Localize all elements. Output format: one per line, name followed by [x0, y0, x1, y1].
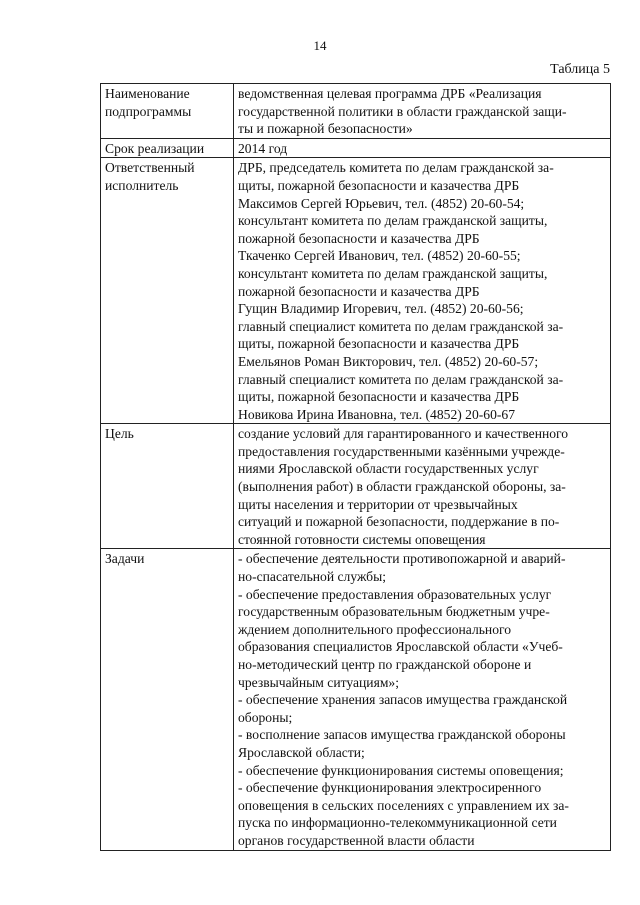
- row-value-line: ждением дополнительного профессионального: [238, 621, 512, 637]
- row-label-cell: [101, 138, 234, 158]
- row-value-line: Ярославской области;: [238, 744, 365, 760]
- page-number: 14: [313, 38, 327, 53]
- row-value-line: но-спасательной службы;: [238, 569, 386, 585]
- row-value-line: органов государственной власти области: [238, 832, 475, 848]
- row-label-cell: [101, 424, 234, 549]
- row-label-cell: [101, 549, 234, 850]
- row-value-line: - обеспечение функционирования системы оповещения;: [238, 762, 564, 778]
- row-value-line: консультант комитета по делам гражданской защиты,: [238, 265, 548, 281]
- row-value-line: оповещения в сельских поселениях с управлением их за-: [238, 797, 569, 813]
- row-label-line: исполнитель: [105, 177, 179, 193]
- row-value-line: - обеспечение хранения запасов имущества гражданской: [238, 692, 568, 708]
- table-caption: Таблица 5: [550, 62, 610, 77]
- row-value-cell: [234, 158, 611, 424]
- row-label-line: Цель: [105, 426, 134, 442]
- row-value-line: чрезвычайным ситуациям»;: [238, 674, 400, 690]
- table-row: [101, 424, 611, 549]
- row-value-line: - восполнение запасов имущества гражданской обороны: [238, 727, 566, 743]
- row-label-line: Задачи: [105, 551, 145, 567]
- row-value-line: пожарной безопасности и казачества ДРБ: [238, 230, 480, 246]
- row-value-line: щиты, пожарной безопасности и казачества ДРБ: [238, 389, 520, 405]
- row-value-line: ситуаций и пожарной безопасности, поддержание в по-: [238, 514, 560, 530]
- row-value-line: но-методический центр по гражданской обороне и: [238, 657, 532, 672]
- row-value-line: Ткаченко Сергей Иванович, тел. (4852) 20-60-55;: [238, 248, 521, 264]
- row-label-line: Наименование: [105, 86, 190, 101]
- row-value-line: ты и пожарной безопасности»: [238, 121, 413, 137]
- row-value-cell: [234, 549, 611, 850]
- row-value-line: 2014 год: [238, 140, 288, 156]
- row-label-cell: [101, 158, 234, 424]
- row-value-line: консультант комитета по делам гражданской защиты,: [238, 213, 548, 229]
- row-value-line: (выполнения работ) в области гражданской обороны, за-: [238, 479, 566, 495]
- row-label-cell: [101, 84, 234, 139]
- row-value-line: пуска по информационно-телекоммуникационной сети: [238, 815, 557, 831]
- row-value-line: ниями Ярославской области государственных услуг: [238, 461, 539, 477]
- table-row: [101, 549, 611, 850]
- row-value-cell: [234, 84, 611, 139]
- row-label-line: подпрограммы: [105, 103, 192, 119]
- row-value-line: государственной политики в области гражданской защи-: [238, 103, 567, 119]
- row-value-line: - обеспечение предоставления образовательных услуг: [238, 586, 552, 602]
- row-value-line: Емельянов Роман Викторович, тел. (4852) 20-60-57;: [238, 353, 539, 369]
- table-row: [101, 84, 611, 139]
- row-value-line: - обеспечение функционирования электросиренного: [238, 780, 542, 796]
- row-value-line: стоянной готовности системы оповещения: [238, 531, 486, 547]
- row-value-line: щиты населения и территории от чрезвычайных: [238, 496, 518, 512]
- row-value-line: образования специалистов Ярославской области «Учеб-: [238, 639, 563, 655]
- row-value-line: ДРБ, председатель комитета по делам гражданской за-: [238, 160, 554, 176]
- row-value-line: предоставления государственными казёнными учрежде-: [238, 443, 565, 459]
- row-label-line: Ответственный: [105, 160, 195, 176]
- row-label-line: Срок реализации: [105, 140, 205, 156]
- row-value-line: Новикова Ирина Ивановна, тел. (4852) 20-60-67: [238, 406, 515, 422]
- row-value-line: - обеспечение деятельности противопожарной и аварий-: [238, 551, 566, 567]
- table-body: [101, 84, 611, 851]
- table-row: [101, 138, 611, 158]
- row-value-line: Гущин Владимир Игоревич, тел. (4852) 20-60-56;: [238, 301, 524, 317]
- row-value-line: государственным образовательным бюджетным учре-: [238, 604, 550, 620]
- table-row: [101, 158, 611, 424]
- row-value-line: щиты, пожарной безопасности и казачества ДРБ: [238, 336, 520, 352]
- row-value-cell: [234, 424, 611, 549]
- row-value-cell: [234, 138, 611, 158]
- row-value-line: обороны;: [238, 709, 293, 725]
- row-value-line: пожарной безопасности и казачества ДРБ: [238, 283, 480, 299]
- row-value-line: главный специалист комитета по делам гражданской за-: [238, 371, 564, 387]
- row-value-line: ведомственная целевая программа ДРБ «Реализация: [238, 86, 542, 101]
- subprogram-passport-table: [100, 83, 611, 851]
- row-value-line: Максимов Сергей Юрьевич, тел. (4852) 20-60-54;: [238, 195, 525, 211]
- row-value-line: создание условий для гарантированного и качественного: [238, 426, 569, 442]
- row-value-line: главный специалист комитета по делам гражданской за-: [238, 318, 564, 334]
- row-value-line: щиты, пожарной безопасности и казачества ДРБ: [238, 177, 520, 193]
